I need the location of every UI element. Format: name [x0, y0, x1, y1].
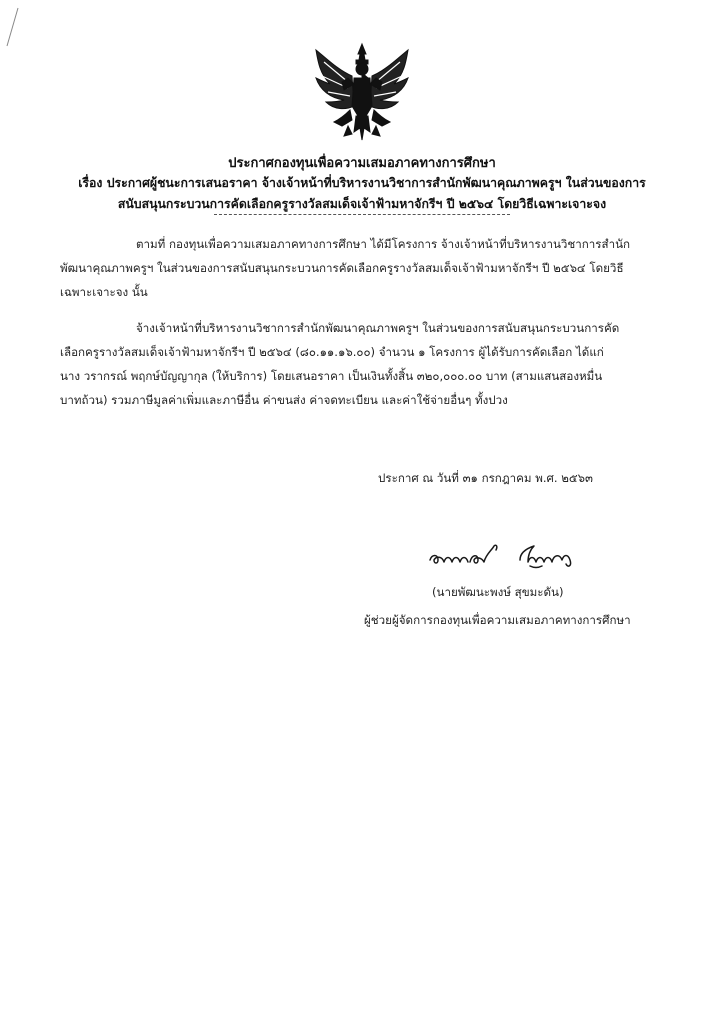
- paragraph-2-line-2: เลือกครูรางวัลสมเด็จเจ้าฟ้ามหาจักรีฯ ปี ๒๕๖๔ (๘๐.๑๑.๑๖.๐๐) จำนวน ๑ โครงการ ผู้ได้รับการคัดเลือก ได้แก่: [60, 345, 604, 359]
- subject-line-1: เรื่อง ประกาศผู้ชนะการเสนอราคา จ้างเจ้าหน้าที่บริหารงานวิชาการสำนักพัฒนาคุณภาพครูฯ ในส่วนของการ: [78, 176, 646, 190]
- announcement-date: ประกาศ ณ วันที่ ๓๑ กรกฎาคม พ.ศ. ๒๕๖๓: [378, 471, 593, 485]
- garuda-emblem-icon: [308, 40, 416, 148]
- handwritten-signature: [424, 536, 594, 576]
- announcement-title: ประกาศกองทุนเพื่อความเสมอภาคทางการศึกษา: [228, 156, 496, 171]
- signatory-position: ผู้ช่วยผู้จัดการกองทุนเพื่อความเสมอภาคทางการศึกษา: [364, 613, 631, 627]
- scan-mark: [4, 6, 20, 48]
- paragraph-2-line-3: นาง วรากรณ์ พฤกษ์บัญญากุล (ให้บริการ) โดยเสนอราคา เป็นเงินทั้งสิ้น ๓๒๐,๐๐๐.๐๐ บาท (สามแสนสองหมื่น: [60, 369, 603, 383]
- paragraph-2-line-4: บาทถ้วน) รวมภาษีมูลค่าเพิ่มและภาษีอื่น ค่าขนส่ง ค่าจดทะเบียน และค่าใช้จ่ายอื่นๆ ทั้งปวง: [60, 393, 508, 407]
- dashed-separator: [214, 214, 510, 215]
- subject-line-2: สนับสนุนกระบวนการคัดเลือกครูรางวัลสมเด็จเจ้าฟ้ามหาจักรีฯ ปี ๒๕๖๔ โดยวิธีเฉพาะเจาะจง: [117, 197, 607, 211]
- paragraph-2-line-1: จ้างเจ้าหน้าที่บริหารงานวิชาการสำนักพัฒนาคุณภาพครูฯ ในส่วนของการสนับสนุนกระบวนการคัด: [136, 321, 620, 335]
- paragraph-1-line-2: พัฒนาคุณภาพครูฯ ในส่วนของการสนับสนุนกระบวนการคัดเลือกครูรางวัลสมเด็จเจ้าฟ้ามหาจักรีฯ ปี ๒๕๖๔ โดยวิธี: [60, 261, 624, 275]
- paragraph-1-line-1: ตามที่ กองทุนเพื่อความเสมอภาคทางการศึกษา ได้มีโครงการ จ้างเจ้าหน้าที่บริหารงานวิชาการสำนัก: [136, 237, 631, 251]
- signatory-name: (นายพัฒนะพงษ์ สุขมะดัน): [432, 585, 564, 599]
- paragraph-1-line-3: เฉพาะเจาะจง นั้น: [60, 285, 148, 299]
